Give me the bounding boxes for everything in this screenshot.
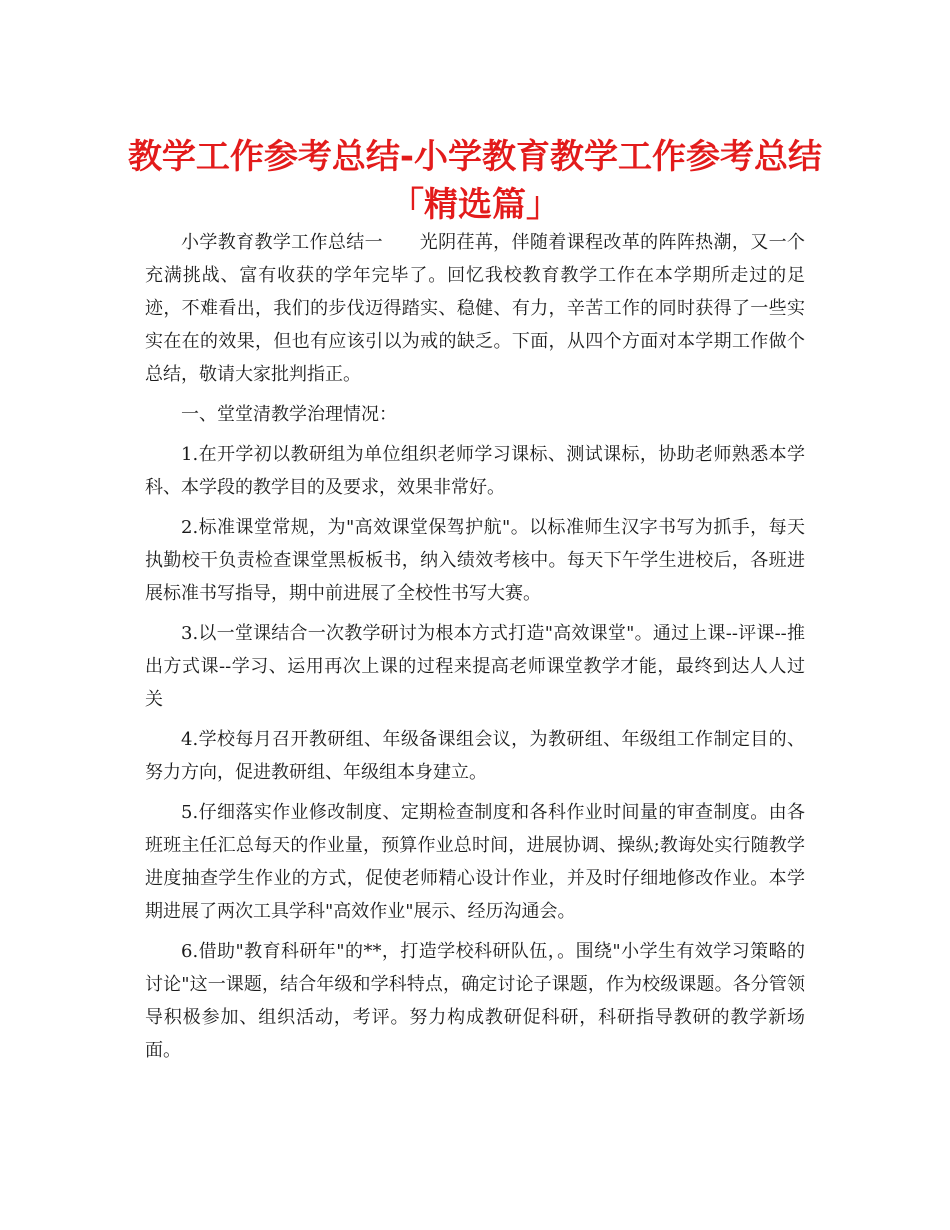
paragraph-item-6: 6.借助"教育科研年"的**，打造学校科研队伍，。围绕"小学生有效学习策略的讨论"这一课题，结合年级和学科特点，确定讨论子课题，作为校级课题。各分管领导积极参加、组织活动，考评。努力构成教研促科研，科研指导教研的教学新场面。 — [145, 941, 805, 1061]
paragraph-item-4: 4.学校每月召开教研组、年级备课组会议，为教研组、年级组工作制定目的、努力方向，促进教研组、年级组本身建立。 — [145, 729, 805, 783]
paragraph-item-3: 3.以一堂课结合一次教学研讨为根本方式打造"高效课堂"。通过上课--评课--推出方式课--学习、运用再次上课的过程来提高老师课堂教学才能，最终到达人人过关 — [145, 623, 805, 710]
document-title: 教学工作参考总结-小学教育教学工作参考总结「精选篇」 — [127, 137, 823, 225]
paragraph-item-5: 5.仔细落实作业修改制度、定期检查制度和各科作业时间量的审查制度。由各班班主任汇总每天的作业量，预算作业总时间，进展协调、操纵;教诲处实行随教学进度抽查学生作业的方式，促使老师精心设计作业，并及时仔细地修改作业。本学期进展了两次工具学科"高效作业"展示、经历沟通会。 — [145, 802, 805, 922]
document-body — [145, 226, 805, 1074]
paragraph-intro: 小学教育教学工作总结一 光阴荏苒，伴随着课程改革的阵阵热潮，又一个充满挑战、富有收获的学年完毕了。回忆我校教育教学工作在本学期所走过的足迹，不难看出，我们的步伐迈得踏实、稳健、有力，辛苦工作的同时获得了一些实实在在的效果，但也有应该引以为戒的缺乏。下面，从四个方面对本学期工作做个总结，敬请大家批判指正。 — [145, 232, 805, 385]
paragraph-item-1: 1.在开学初以教研组为单位组织老师学习课标、测试课标，协助老师熟悉本学科、本学段的教学目的及要求，效果非常好。 — [145, 444, 805, 498]
paragraph-section-heading: 一、堂堂清教学治理情况： — [181, 404, 397, 425]
paragraph-item-2: 2.标准课堂常规，为"高效课堂保驾护航"。以标准师生汉字书写为抓手，每天执勤校干负责检查课堂黑板板书，纳入绩效考核中。每天下午学生进校后，各班进展标准书写指导，期中前进展了全校性书写大赛。 — [145, 517, 805, 604]
